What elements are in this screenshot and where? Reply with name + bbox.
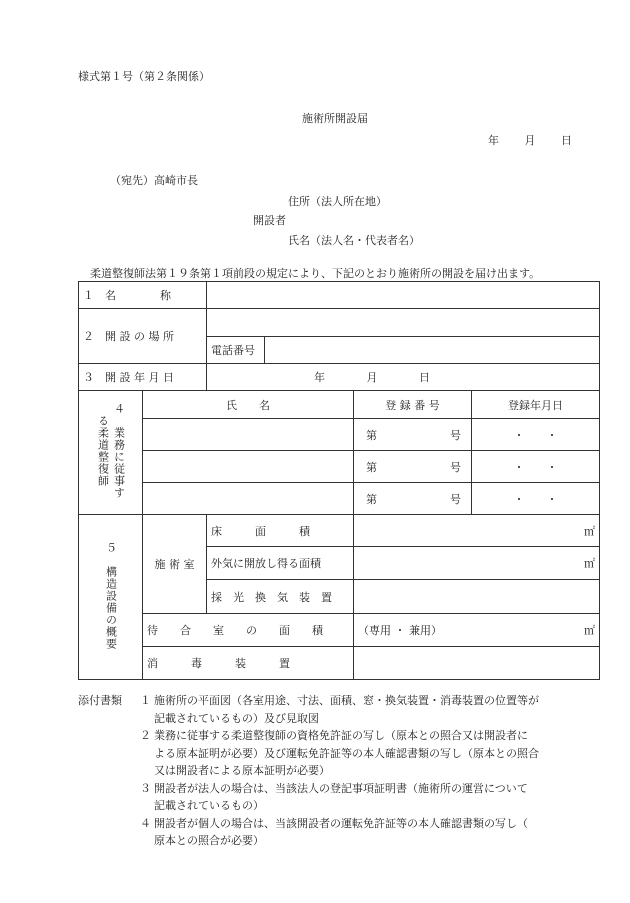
reg-date-header: 登録年月日: [472, 391, 600, 419]
phone-field[interactable]: [265, 337, 600, 364]
reg-no-field[interactable]: 第 号: [354, 451, 472, 483]
open-date-month: 月: [366, 371, 378, 384]
open-date-year: 年: [314, 371, 325, 384]
practitioner-name-field[interactable]: [143, 483, 354, 515]
attachment-item: ４ 開設者が個人の場合は、当該開設者の運転免許証等の本人確認書類の写し（ 原本との照合が必要）: [140, 816, 528, 847]
reg-no-header: 登 録 番 号: [354, 391, 472, 419]
attachment-item: ３ 開設者が法人の場合は、当該法人の登記事項証明書（施術所の運営について 記載されているもの）: [140, 781, 528, 812]
date-year: 年: [488, 134, 499, 147]
applicant-label: 開設者: [253, 214, 286, 227]
attachments-heading: 添付書類: [78, 694, 122, 707]
location-field[interactable]: [207, 309, 600, 337]
floor-area-label: 床 面 積: [207, 515, 354, 547]
date-line: [488, 132, 572, 148]
page-title: 施術所開設届: [302, 112, 368, 125]
open-area-label: 外気に開放し得る面積: [207, 547, 354, 580]
lighting-label: 採 光 換 気 装 置: [207, 580, 354, 614]
practitioner-name-header: 氏 名: [143, 391, 354, 419]
open-date-day: 日: [419, 371, 430, 384]
lighting-field[interactable]: [354, 580, 600, 614]
waiting-room-label: 待 合 室 の 面 積: [143, 614, 354, 647]
address-label: 住所（法人所在地）: [288, 195, 387, 208]
intro-text: 柔道整復師法第１９条第１項前段の規定により、下記のとおり施術所の開設を届け出ます。: [90, 267, 541, 280]
open-area-field[interactable]: ㎡: [354, 547, 600, 580]
treatment-room-label: 施 術 室: [143, 515, 207, 614]
location-row-label: ２ 開 設 の 場 所: [79, 309, 207, 364]
name-label: 氏名（法人名・代表者名）: [288, 234, 420, 247]
addressee: （宛先）高崎市長: [110, 174, 198, 187]
form-number: 様式第１号（第２条関係）: [78, 70, 210, 83]
reg-date-field[interactable]: ・ ・: [472, 419, 600, 451]
waiting-room-field[interactable]: （専用 ・ 兼用） ㎡: [354, 614, 600, 647]
phone-label: 電話番号: [207, 337, 265, 364]
facility-name-field[interactable]: [207, 282, 600, 309]
open-date-field[interactable]: [207, 364, 600, 391]
floor-area-field[interactable]: ㎡: [354, 515, 600, 547]
application-table: [78, 281, 600, 680]
practitioner-name-field[interactable]: [143, 419, 354, 451]
reg-date-field[interactable]: ・ ・: [472, 483, 600, 515]
reg-no-field[interactable]: 第 号: [354, 483, 472, 515]
sterilizer-label: 消 毒 装 置: [143, 647, 354, 680]
attachment-item: ２ 業務に従事する柔道整復師の資格免許証の写し（原本との照合又は開設者に よる原本証明が必要）及び運転免許証等の本人確認書類の写し（原本との照合 又は開設者による原本証明が必要）: [140, 729, 539, 777]
date-month: 月: [524, 134, 536, 147]
structure-label: ５ 構造設備の概要: [79, 515, 143, 680]
reg-date-field[interactable]: ・ ・: [472, 451, 600, 483]
practitioners-label: ４ 業務に従事する柔道整復師: [79, 391, 143, 515]
attachments: [78, 692, 603, 850]
open-date-label: ３ 開 設 年 月 日: [79, 364, 207, 391]
practitioner-name-field[interactable]: [143, 451, 354, 483]
name-row-label: １ 名 称: [79, 282, 207, 309]
reg-no-field[interactable]: 第 号: [354, 419, 472, 451]
date-day: 日: [561, 134, 572, 147]
attachment-item: 添付書類 １ 施術所の平面図（各室用途、寸法、面積、窓・換気装置・消毒装置の位置等が 記載されているもの）及び見取図: [78, 692, 603, 727]
sterilizer-field[interactable]: [354, 647, 600, 680]
